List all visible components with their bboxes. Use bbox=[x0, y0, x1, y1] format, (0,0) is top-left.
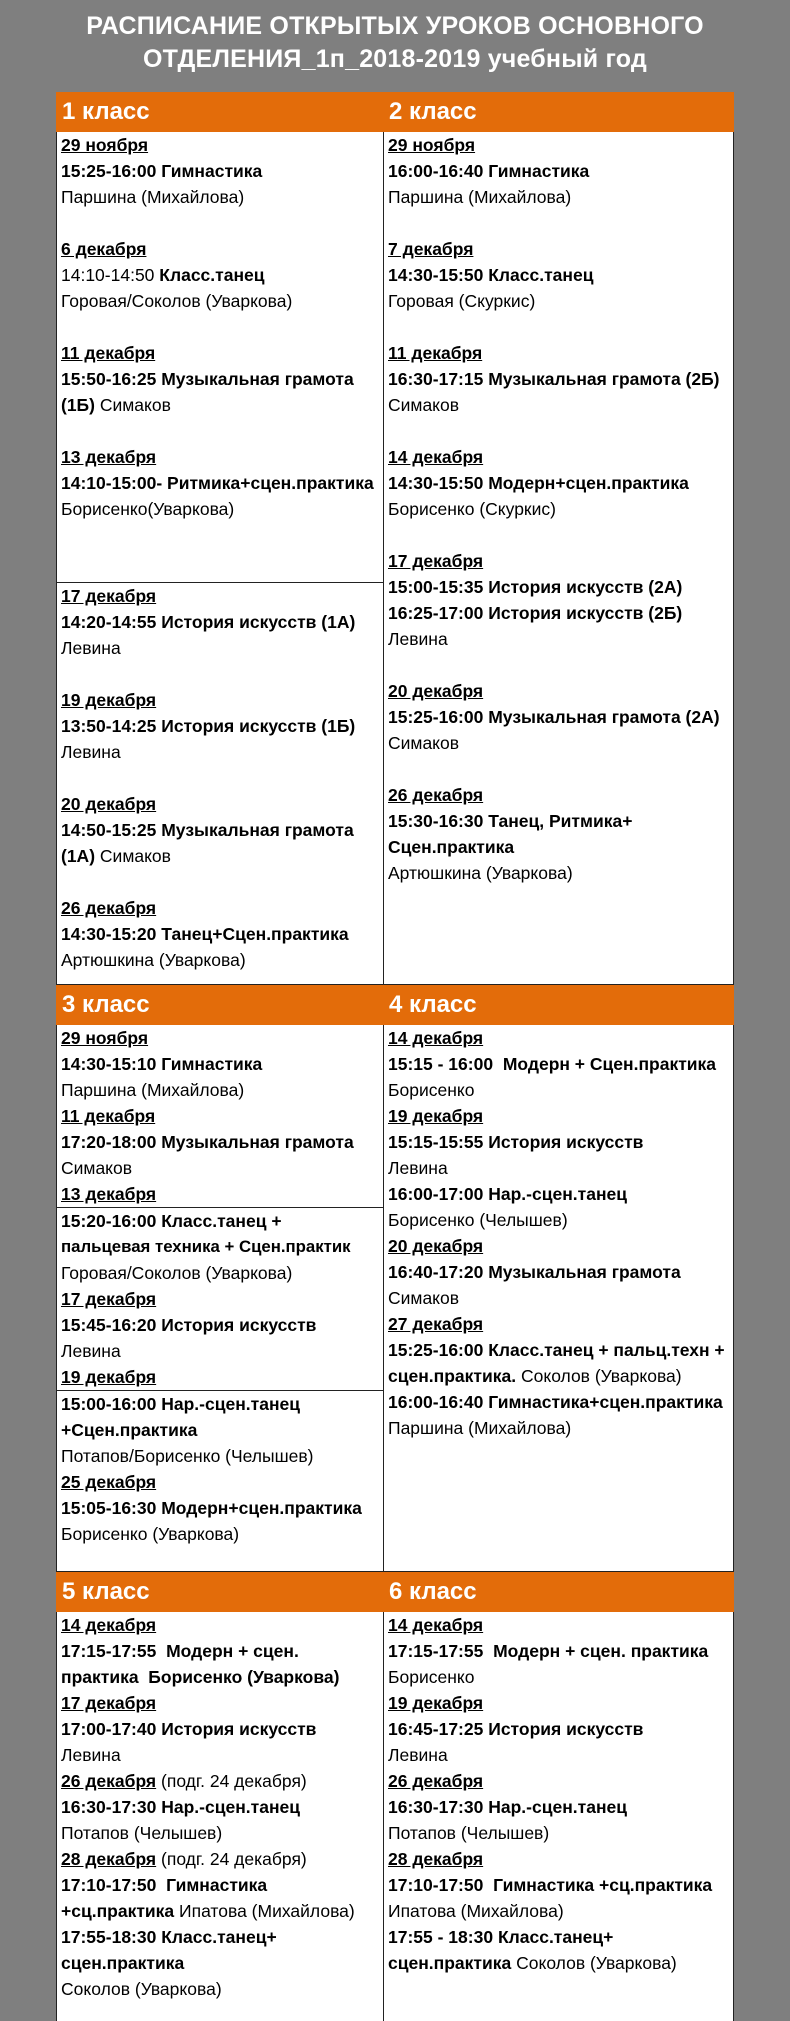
lesson-subject: Гимнастика bbox=[161, 1054, 263, 1074]
lesson-time: 15:15 - 16:00 bbox=[388, 1054, 494, 1074]
schedule-block-5-6 bbox=[56, 1572, 734, 2021]
lesson-item bbox=[388, 782, 733, 886]
lesson-time: 14:30-15:10 bbox=[61, 1054, 157, 1074]
lesson-date: 26 декабря bbox=[61, 898, 157, 918]
lesson-time: 16:25-17:00 bbox=[388, 603, 484, 623]
lesson-teacher: Левина bbox=[388, 1745, 448, 1765]
lesson-teacher: Левина bbox=[61, 638, 121, 658]
lesson-subject: Класс.танец bbox=[159, 265, 265, 285]
lesson-teacher: Артюшкина (Уваркова) bbox=[61, 950, 246, 970]
lesson-teacher: Паршина (Михайлова) bbox=[61, 1080, 245, 1100]
lesson-time: 16:00-16:40 bbox=[388, 161, 484, 181]
lesson-subject: Музыкальная грамота bbox=[488, 1262, 681, 1282]
lesson-subject: История искусств (1Б) bbox=[161, 716, 356, 736]
lesson-subject: Класс.танец + пальц.техн + bbox=[488, 1340, 725, 1360]
lesson-date: 28 декабря bbox=[388, 1849, 484, 1869]
lesson-subject: Музыкальная грамота bbox=[161, 820, 354, 840]
lesson-teacher: Симаков bbox=[388, 733, 460, 753]
lesson-teacher: Борисенко bbox=[388, 1080, 475, 1100]
lesson-subject: Гимнастика +сц.практика bbox=[493, 1875, 713, 1895]
lesson-item bbox=[388, 132, 733, 210]
lesson-item bbox=[61, 236, 383, 314]
lesson-time: 14:30-15:50 bbox=[388, 473, 484, 493]
lesson-date: 11 декабря bbox=[61, 343, 156, 363]
lesson-date: 19 декабря bbox=[388, 1693, 484, 1713]
lesson-date: 26 декабря bbox=[388, 1771, 484, 1791]
lesson-subject: История искусств bbox=[161, 1315, 317, 1335]
lesson-subject: Гимнастика bbox=[488, 161, 590, 181]
lesson-date: 29 ноября bbox=[61, 1028, 149, 1048]
lesson-item bbox=[61, 791, 383, 869]
lesson-date: 13 декабря bbox=[61, 447, 157, 467]
lesson-item bbox=[388, 548, 733, 652]
lesson-item bbox=[61, 1690, 383, 1768]
lesson-note: (подг. 24 декабря) bbox=[161, 1771, 307, 1791]
lesson-item bbox=[61, 1846, 383, 2002]
lesson-teacher: Ипатова (Михайлова) bbox=[388, 1901, 564, 1921]
lesson-date: 25 декабря bbox=[61, 1472, 157, 1492]
lesson-subject-cont: пальцевая техника + Сцен.практик bbox=[61, 1237, 351, 1256]
lesson-date: 6 декабря bbox=[61, 239, 147, 259]
lesson-item bbox=[61, 1025, 383, 1103]
column-class-6 bbox=[383, 1612, 734, 2021]
lesson-date: 14 декабря bbox=[388, 1028, 484, 1048]
lesson-item bbox=[388, 340, 733, 418]
lesson-date: 29 ноября bbox=[388, 135, 476, 155]
lesson-teacher: Потапов (Челышев) bbox=[388, 1823, 550, 1843]
lesson-item bbox=[61, 132, 383, 210]
lesson-subject: Гимнастика bbox=[166, 1875, 268, 1895]
lesson-date: 17 декабря bbox=[388, 551, 484, 571]
lesson-time: 17:10-17:50 bbox=[388, 1875, 484, 1895]
lesson-subject-cont: сцен.практика bbox=[388, 1953, 512, 1973]
page-title bbox=[0, 10, 790, 76]
title-line-1: РАСПИСАНИЕ ОТКРЫТЫХ УРОКОВ ОСНОВНОГО bbox=[86, 12, 704, 40]
lesson-time: 15:15-15:55 bbox=[388, 1132, 484, 1152]
lesson-teacher: Артюшкина (Уваркова) bbox=[388, 863, 573, 883]
lesson-teacher: Симаков bbox=[99, 395, 171, 415]
lesson-date: 13 декабря bbox=[61, 1184, 157, 1204]
lesson-time: 15:25-16:00 bbox=[61, 161, 157, 181]
lesson-teacher: Симаков bbox=[61, 1158, 133, 1178]
lesson-date: 14 декабря bbox=[388, 1615, 484, 1635]
lesson-date: 27 декабря bbox=[388, 1314, 484, 1334]
lesson-item bbox=[388, 1311, 733, 1441]
lesson-subject: Модерн + сцен. практика bbox=[493, 1641, 709, 1661]
lesson-note: (подг. 24 декабря) bbox=[161, 1849, 307, 1869]
lesson-time: 16:30-17:30 bbox=[388, 1797, 484, 1817]
lesson-teacher: Борисенко (Уваркова) bbox=[61, 1524, 240, 1544]
lesson-teacher: Симаков bbox=[99, 846, 171, 866]
lesson-subject: Танец, Ритмика+ bbox=[488, 811, 633, 831]
lesson-time: 15:05-16:30 bbox=[61, 1498, 157, 1518]
lesson-time: 14:50-15:25 bbox=[61, 820, 157, 840]
lesson-time: 17:55-18:30 bbox=[61, 1927, 157, 1947]
lesson-time: 17:15-17:55 bbox=[388, 1641, 484, 1661]
lesson-subject: История искусств (2А) bbox=[488, 577, 683, 597]
lesson-date: 11 декабря bbox=[61, 1106, 156, 1126]
lesson-item bbox=[388, 678, 733, 756]
lesson-item bbox=[61, 1286, 383, 1364]
lesson-teacher: Соколов (Уваркова) bbox=[516, 1953, 677, 1973]
lesson-item bbox=[388, 1612, 733, 1690]
lesson-date: 14 декабря bbox=[388, 447, 484, 467]
lesson-time: 16:45-17:25 bbox=[388, 1719, 484, 1739]
lesson-time: 14:30-15:50 bbox=[388, 265, 484, 285]
lesson-item bbox=[61, 1364, 383, 1469]
schedule-block-3-4 bbox=[56, 985, 734, 1572]
lesson-time: 17:10-17:50 bbox=[61, 1875, 157, 1895]
lesson-time: 16:40-17:20 bbox=[388, 1262, 484, 1282]
header-class-5: 5 класс bbox=[56, 1572, 383, 1612]
header-class-3: 3 класс bbox=[56, 985, 383, 1025]
lesson-date: 14 декабря bbox=[61, 1615, 157, 1635]
lesson-subject-cont: сцен.практика bbox=[61, 1953, 185, 1973]
lesson-teacher: Симаков bbox=[388, 395, 460, 415]
title-line-2: ОТДЕЛЕНИЯ_1п_2018-2019 учебный год bbox=[143, 45, 647, 73]
lesson-subject: Ритмика+сцен.практика bbox=[167, 473, 374, 493]
lesson-subject: История искусств bbox=[488, 1719, 644, 1739]
lesson-teacher: Левина bbox=[61, 742, 121, 762]
lesson-item bbox=[388, 236, 733, 314]
lesson-time: 17:00-17:40 bbox=[61, 1719, 157, 1739]
lesson-subject: Нар.-сцен.танец bbox=[488, 1184, 628, 1204]
lesson-time: 15:25-16:00 bbox=[388, 1340, 484, 1360]
schedule-block-1-2 bbox=[56, 92, 734, 985]
lesson-teacher: Паршина (Михайлова) bbox=[388, 187, 572, 207]
lesson-teacher: Левина bbox=[388, 629, 448, 649]
lesson-teacher: Горовая/Соколов (Уваркова) bbox=[61, 1263, 293, 1283]
lesson-subject: История искусств (1А) bbox=[161, 612, 356, 632]
lesson-subject: Танец+Сцен.практика bbox=[161, 924, 349, 944]
lesson-item bbox=[388, 444, 733, 522]
lesson-date: 17 декабря bbox=[61, 586, 157, 606]
lesson-time: 17:55 - 18:30 bbox=[388, 1927, 494, 1947]
lesson-subject-cont: практика Борисенко (Уваркова) bbox=[61, 1667, 340, 1687]
lesson-item bbox=[388, 1025, 733, 1103]
lesson-time: 15:50-16:25 bbox=[61, 369, 157, 389]
lesson-time: 15:20-16:00 bbox=[61, 1211, 157, 1231]
lesson-teacher: Соколов (Уваркова) bbox=[61, 1979, 222, 1999]
lesson-subject: История искусств bbox=[488, 1132, 644, 1152]
header-class-2: 2 класс bbox=[383, 92, 734, 132]
lesson-subject: Модерн+сцен.практика bbox=[488, 473, 689, 493]
lesson-teacher: Паршина (Михайлова) bbox=[388, 1418, 572, 1438]
lesson-subject: Класс.танец+ bbox=[161, 1927, 277, 1947]
lesson-date: 26 декабря bbox=[388, 785, 484, 805]
lesson-subject: История искусств bbox=[161, 1719, 317, 1739]
lesson-subject: Гимнастика bbox=[161, 161, 263, 181]
lesson-date: 17 декабря bbox=[61, 1289, 157, 1309]
lesson-time: 16:30-17:15 bbox=[388, 369, 484, 389]
column-class-1 bbox=[56, 132, 384, 985]
lesson-item bbox=[61, 1612, 383, 1690]
lesson-time: 15:45-16:20 bbox=[61, 1315, 157, 1335]
lesson-subject: Нар.-сцен.танец bbox=[161, 1394, 301, 1414]
lesson-item bbox=[61, 340, 383, 418]
lesson-date: 19 декабря bbox=[61, 690, 157, 710]
lesson-item bbox=[388, 1690, 733, 1768]
lesson-teacher: Борисенко (Скуркис) bbox=[388, 499, 556, 519]
lesson-date: 29 ноября bbox=[61, 135, 149, 155]
lesson-time: 14:10-15:00- bbox=[61, 473, 163, 493]
lesson-date: 20 декабря bbox=[388, 1236, 484, 1256]
lesson-teacher: Соколов (Уваркова) bbox=[520, 1366, 682, 1386]
lesson-date: 17 декабря bbox=[61, 1693, 157, 1713]
lesson-time: 15:30-16:30 bbox=[388, 811, 484, 831]
lesson-time: 16:00-16:40 bbox=[388, 1392, 484, 1412]
lesson-teacher: Ипатова (Михайлова) bbox=[179, 1901, 355, 1921]
lesson-teacher: Паршина (Михайлова) bbox=[61, 187, 245, 207]
lesson-teacher: Левина bbox=[388, 1158, 448, 1178]
lesson-teacher: Левина bbox=[61, 1341, 121, 1361]
lesson-date: 28 декабря bbox=[61, 1849, 157, 1869]
lesson-time: 16:00-17:00 bbox=[388, 1184, 484, 1204]
lesson-subject-cont: сцен.практика. bbox=[388, 1366, 517, 1386]
header-class-1: 1 класс bbox=[56, 92, 383, 132]
lesson-item bbox=[61, 1103, 383, 1181]
lesson-item bbox=[61, 583, 383, 661]
lesson-teacher: Потапов/Борисенко (Челышев) bbox=[61, 1446, 314, 1466]
lesson-subject: Музыкальная грамота bbox=[161, 1132, 354, 1152]
lesson-time: 13:50-14:25 bbox=[61, 716, 157, 736]
lesson-subject: Класс.танец + bbox=[161, 1211, 282, 1231]
lesson-subject: Музыкальная грамота bbox=[161, 369, 354, 389]
lesson-date: 7 декабря bbox=[388, 239, 474, 259]
lesson-teacher: Горовая/Соколов (Уваркова) bbox=[61, 291, 293, 311]
lesson-subject-cont: +сц.практика bbox=[61, 1901, 175, 1921]
lesson-subject: Модерн + Сцен.практика bbox=[502, 1054, 717, 1074]
lesson-teacher: Борисенко(Уваркова) bbox=[61, 499, 235, 519]
lesson-time: 16:30-17:30 bbox=[61, 1797, 157, 1817]
lesson-date: 19 декабря bbox=[388, 1106, 484, 1126]
lesson-item bbox=[61, 687, 383, 765]
lesson-time: 14:30-15:20 bbox=[61, 924, 157, 944]
lesson-item bbox=[61, 1469, 383, 1547]
column-class-4 bbox=[383, 1025, 734, 1572]
header-class-4: 4 класс bbox=[383, 985, 734, 1025]
lesson-subject-cont: (1А) bbox=[61, 846, 96, 866]
lesson-date: 20 декабря bbox=[61, 794, 157, 814]
lesson-subject: История искусств (2Б) bbox=[488, 603, 683, 623]
lesson-item bbox=[61, 1768, 383, 1846]
lesson-time: 17:20-18:00 bbox=[61, 1132, 157, 1152]
lesson-date: 26 декабря bbox=[61, 1771, 157, 1791]
lesson-subject: Класс.танец+ bbox=[497, 1927, 614, 1947]
lesson-teacher: Борисенко bbox=[388, 1667, 475, 1687]
lesson-subject: Класс.танец bbox=[488, 265, 594, 285]
lesson-time: 14:20-14:55 bbox=[61, 612, 157, 632]
lesson-subject: Гимнастика+сцен.практика bbox=[488, 1392, 723, 1412]
column-class-5 bbox=[56, 1612, 384, 2021]
lesson-date: 11 декабря bbox=[388, 343, 483, 363]
lesson-time: 15:25-16:00 bbox=[388, 707, 484, 727]
lesson-item bbox=[388, 1233, 733, 1311]
column-class-3 bbox=[56, 1025, 384, 1572]
lesson-item bbox=[388, 1103, 733, 1233]
lesson-teacher: Горовая (Скуркис) bbox=[388, 291, 536, 311]
lesson-teacher: Потапов (Челышев) bbox=[61, 1823, 223, 1843]
column-class-2 bbox=[383, 132, 734, 985]
lesson-time: 14:10-14:50 bbox=[61, 265, 155, 285]
lesson-subject: Модерн+сцен.практика bbox=[161, 1498, 362, 1518]
lesson-subject: Модерн + сцен. bbox=[166, 1641, 299, 1661]
lesson-item bbox=[61, 1181, 383, 1286]
lesson-subject-cont: Сцен.практика bbox=[388, 837, 515, 857]
lesson-time: 17:15-17:55 bbox=[61, 1641, 157, 1661]
lesson-date: 20 декабря bbox=[388, 681, 484, 701]
lesson-time: 15:00-15:35 bbox=[388, 577, 484, 597]
lesson-subject-cont: +Сцен.практика bbox=[61, 1420, 198, 1440]
lesson-subject-cont: (1Б) bbox=[61, 395, 95, 415]
lesson-subject: Нар.-сцен.танец bbox=[161, 1797, 301, 1817]
lesson-teacher: Борисенко (Челышев) bbox=[388, 1210, 568, 1230]
lesson-teacher: Левина bbox=[61, 1745, 121, 1765]
lesson-item bbox=[61, 895, 383, 973]
lesson-subject: Музыкальная грамота (2А) bbox=[488, 707, 720, 727]
lesson-subject: Нар.-сцен.танец bbox=[488, 1797, 628, 1817]
lesson-item bbox=[388, 1846, 733, 1976]
lesson-date: 19 декабря bbox=[61, 1367, 157, 1387]
header-class-6: 6 класс bbox=[383, 1572, 734, 1612]
lesson-item bbox=[61, 444, 383, 522]
lesson-subject: Музыкальная грамота (2Б) bbox=[488, 369, 720, 389]
lesson-teacher: Симаков bbox=[388, 1288, 460, 1308]
lesson-time: 15:00-16:00 bbox=[61, 1394, 157, 1414]
lesson-item bbox=[388, 1768, 733, 1846]
